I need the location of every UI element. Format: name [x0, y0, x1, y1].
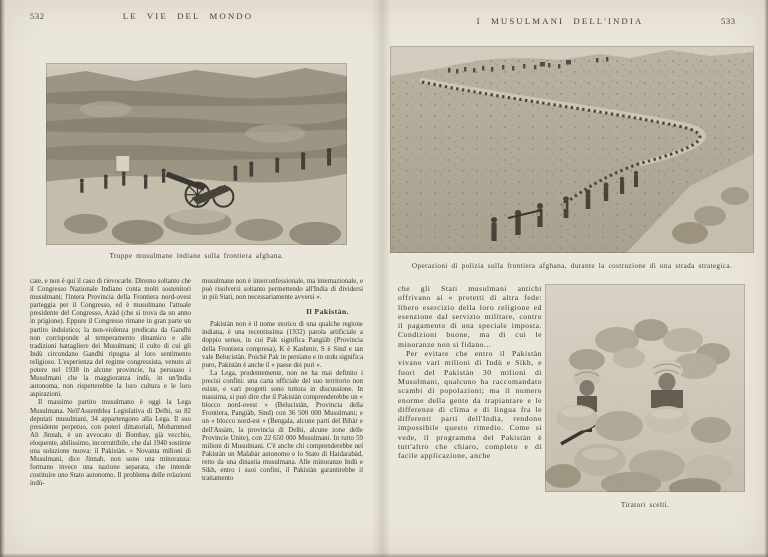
- running-title-left: LE VIE DEL MONDO: [122, 11, 254, 21]
- photo-sharpshooters-rock-sangar: [545, 284, 745, 492]
- page-gutter-shadow: [371, 0, 391, 557]
- page-number-right: 533: [721, 16, 736, 26]
- caption-operazioni-di-polizia: Operazioni di polizia sulla frontiera afghana, durante la costruzione di una strada strategica.: [411, 261, 733, 270]
- paragraph: cate, e non è qui il caso di rievocarle. Diremo soltanto che il Congresso Nazionale Indiano conta molti sostenitori musulmani; l'intera Provincia della Frontiera nord-ovest parteggia per il Congresso, ed è musulmano l'attuale presidente del Congresso, Azàd (che si trova da un anno in prigione). Eppure il Congresso rimane in gran parte un partito induistico; la non-violenza predicata da Gandhi non corrisponde al temperamento dinamico e alle tradizioni battagliere dei Musulmani; il culto di cui gli Indù circondano Gandhi ripugna al loro sentimento religioso. L'esperienza del regime congressista, venuto al potere nel 1938 in alcune provincie, ha persuaso i Musulmani che la maggioranza indù, in un'India autonoma, non rispetterebbe la loro cultura e le loro aspirazioni.: [30, 278, 191, 399]
- paragraph: Il massimo partito musulmano è oggi la Lega Musulmana. Nell'Assemblea Legislativa di Delhi, su 82 deputati musulmani, 34 appartengono alla Lega. Il suo presidente perpetuo, con poteri dittatoriali, Mohammed Ali Jinnah, è un avvocato di Bombay, già vecchio, eloquente, abilissimo, incorruttibile, che dal 1940 sostiene una soluzione nuova: il Pakistàn. « Novanta milioni di Musulmani, dice Jinnah, non sono una minoranza: formano invece una nazione separata, che intende costituire uno Stato autonomo. Il problema delle relazioni indù-: [30, 399, 191, 488]
- section-heading-pakistan: Il Pakistàn.: [306, 307, 349, 317]
- scan-edge-right: [764, 0, 768, 557]
- caption-truppe-musulmane: Truppe musulmane indiane sulla frontiera afghana.: [109, 251, 284, 260]
- caption-tiratori-scelti: Tiratori scelti.: [620, 500, 670, 509]
- paragraph: musulmane non è interconfessionale, ma internazionale, e può risolversi soltanto permettendo all'India di dividersi in più Stati, non necessariamente avversi ».: [202, 278, 363, 302]
- scan-edge-left: [0, 0, 5, 557]
- photo-indian-troops-field-gun: [46, 63, 347, 245]
- right-page-text-column: [398, 284, 542, 461]
- paragraph: Per evitare che entro il Pakistàn vivano vari milioni di Indù e Sikh, e fuori del Pakistàn 30 milioni di Musulmani, qualcuno ha raccomandato scambi di popolazioni; ma il numero enorme della gente da trapiantare e le differenze di clima e di lingua fra le differenti parti dell'India, rendono impossibile questo rimedio. Come si vede, il programma del Pakistàn è tutt'altro che chiaro, completo e di facile applicazione, anche: [398, 349, 542, 461]
- page-number-left: 532: [30, 11, 45, 21]
- paragraph: La Lega, prudentemente, non ne ha mai definito i precisi confini: una carta ufficiale del suo territorio non esiste, e vari progetti sono tuttora in discussione. In massima, si può dire che il Pakistàn comprenderebbe un « blocco nord-ovest » (Belucistàn, Provincia della Frontiera, Pangiàb, Sind) con 36 500 000 Musulmani; e un « blocco nord-est » (Bengala, alcune parti del Bihàr e dell'Assàm, la provincia di Delhi, alcune zone delle Provincie Unite), con 22 650 000 Musulmani. In tutto 59 milioni di Musulmani. C'è anche chi comprenderebbe nel Pakistàn un Malabàr autonomo e lo Stato di Haidarabàd, retto da una dinastia musulmana. Alle minoranze Indù e Sikh, entro i suoi confini, il Pakistàn garantirebbe il trattamento: [202, 369, 363, 483]
- paragraph: Pakistàn non è il nome storico di una qualche regione indiana, è una recentissima (1932) parola artificiale a doppio senso, in cui Pak significa Pangiàb (Provincia della Frontiera compresa), K è Kashmir, S è Sind e tan vale Belucistàn. Poichè Pak in persiano e in urdu significa puro, Pakistàn è anche il « paese dei puri ».: [202, 321, 363, 369]
- left-page-column-2: [202, 278, 363, 488]
- photo-police-column-hillside: [390, 46, 754, 253]
- paragraph: che gli Stati musulmani antichi offrivano ai « protetti di altra fede: libero esercizio della loro religione ed esenzione dal servizio militare, contro il pagamento di una speciale imposta. Condizioni buone, ma di cui le minoranze non si fidano...: [398, 284, 542, 349]
- left-page-text-columns: [30, 278, 363, 488]
- running-title-right: I MUSULMANI DELL'INDIA: [476, 16, 644, 26]
- left-page-column-1: [30, 278, 191, 488]
- scan-edge-bottom: [0, 553, 768, 557]
